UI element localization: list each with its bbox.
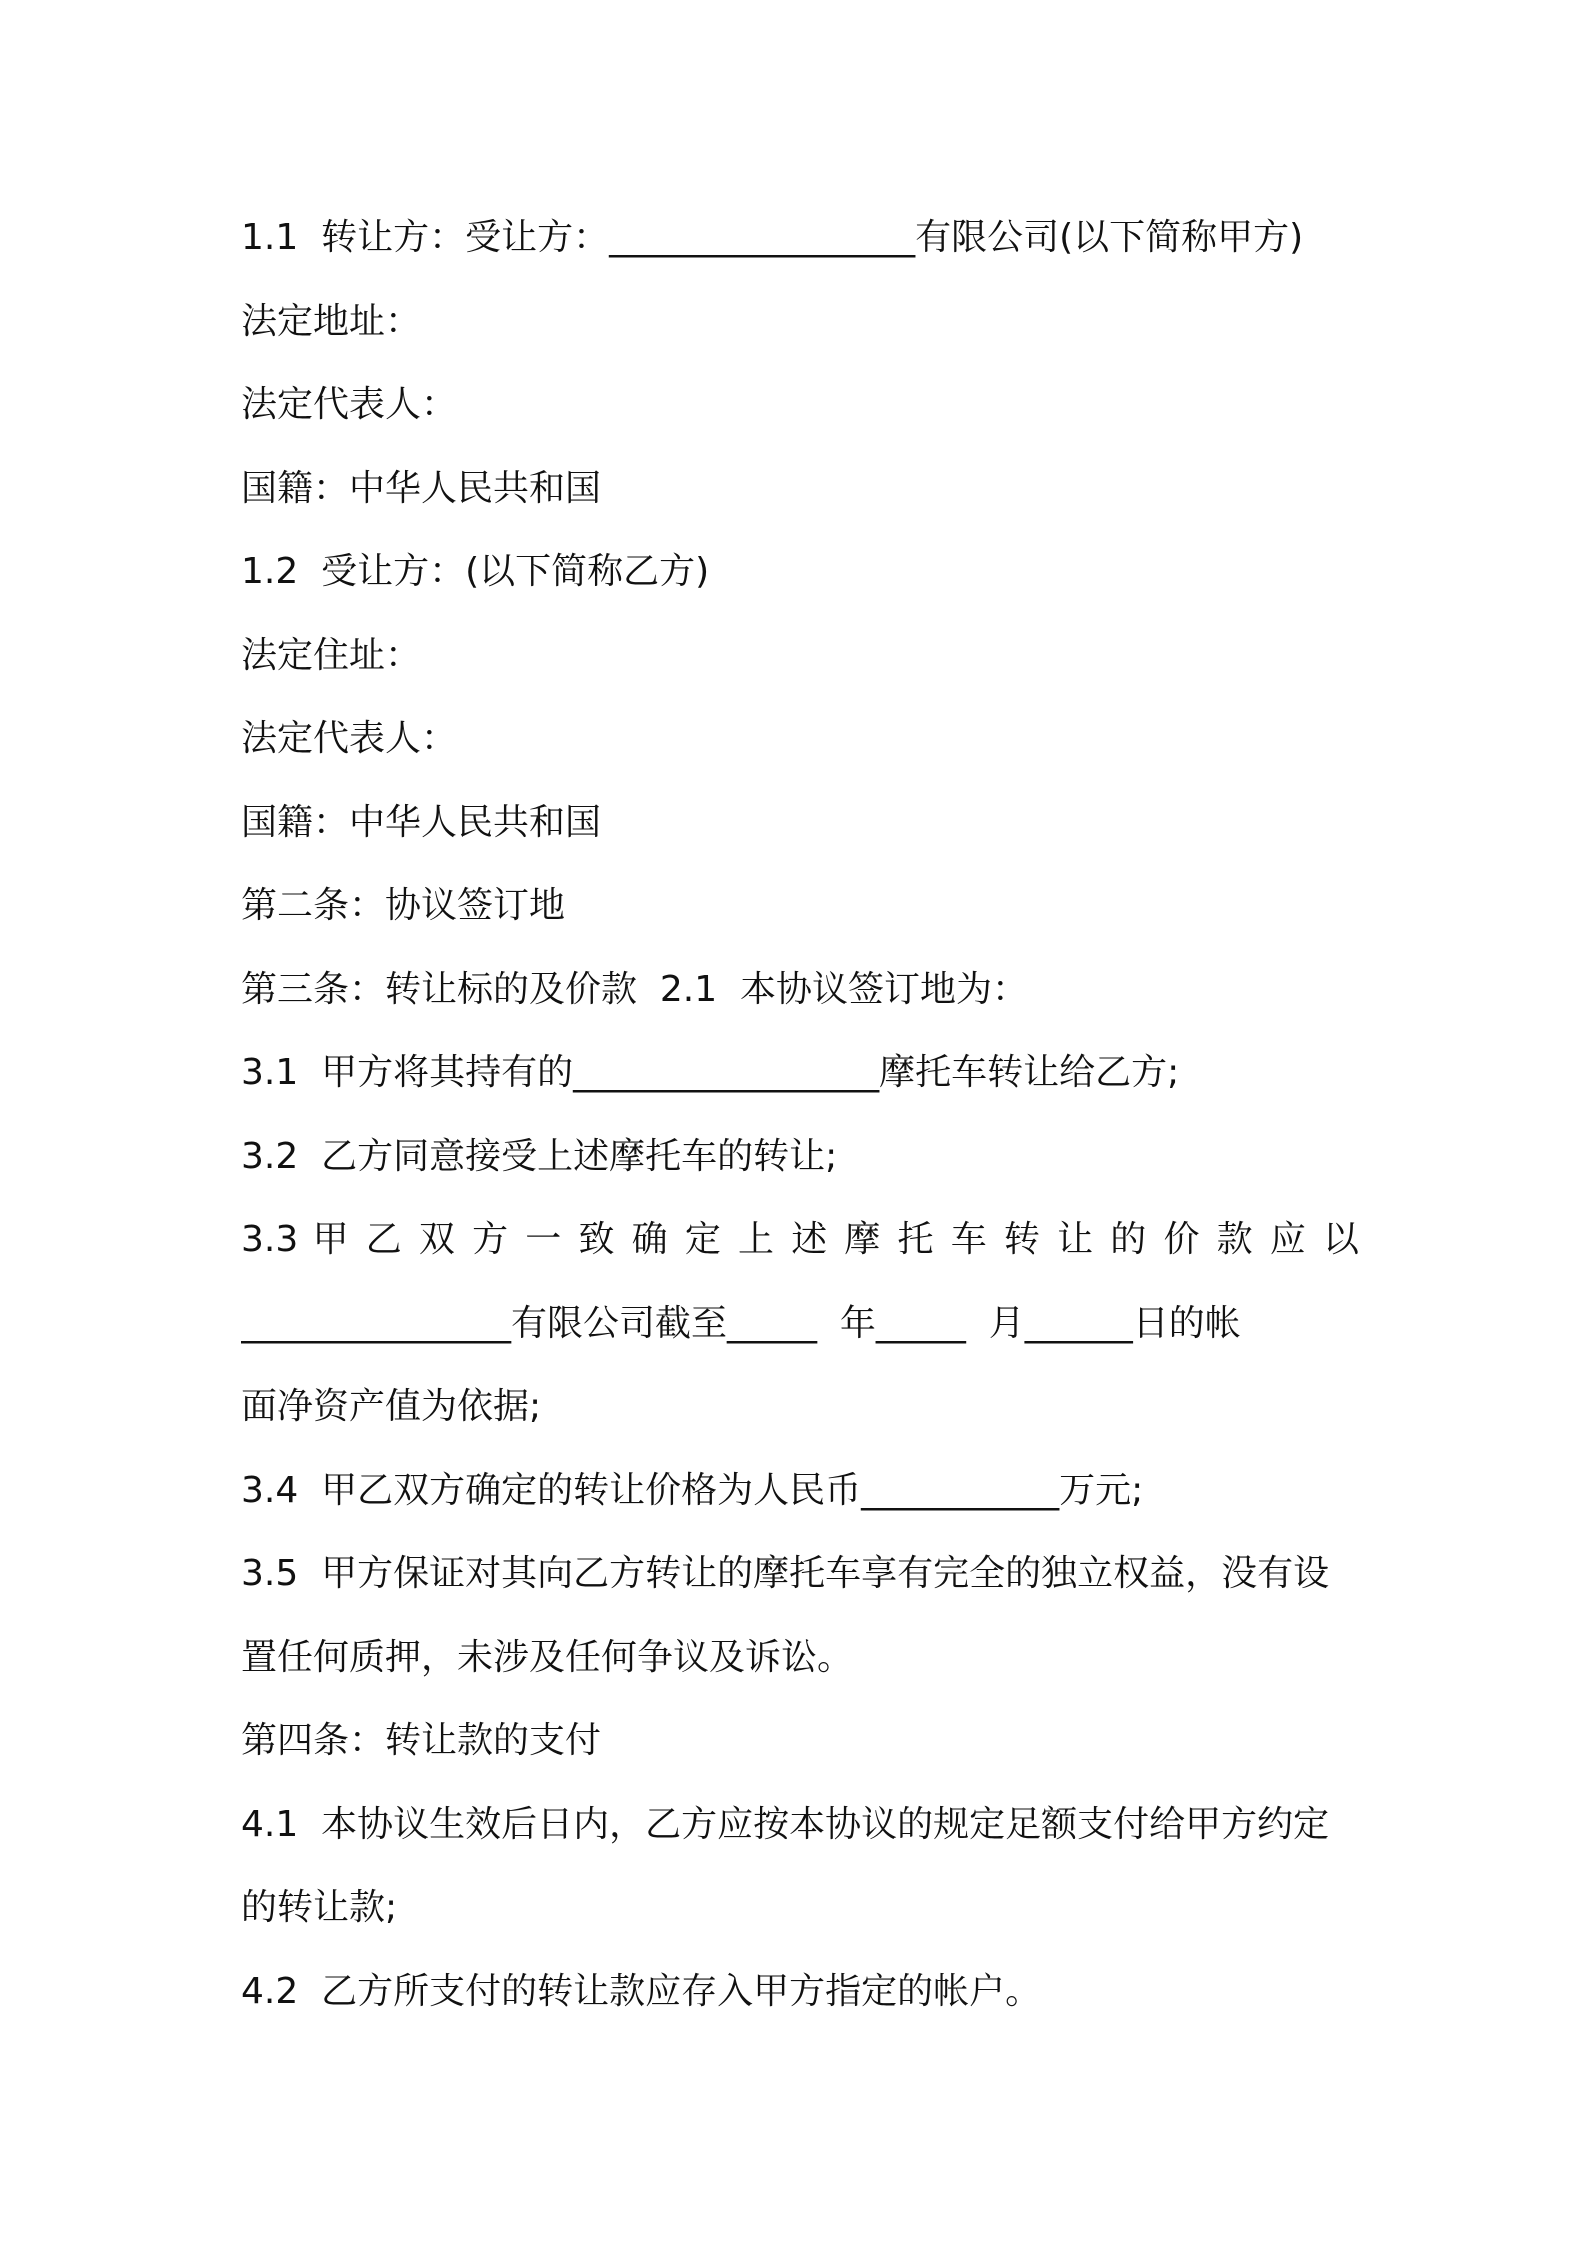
article-4-heading: 第四条：转让款的支付 [241,1720,602,1761]
clause-1-1-transferor-line: 1.1 转让方：受让方：_________________有限公司(以下简称甲方) [241,217,1304,258]
legal-representative-line: 法定代表人： [241,384,458,425]
legal-representative-line-2: 法定代表人： [241,718,458,759]
clause-3-2-line: 3.2 乙方同意接受上述摩托车的转让; [241,1135,838,1177]
article-3-heading: 第三条：转让标的及价款 2.1 本协议签订地为： [241,968,1029,1010]
article-2-heading: 第二条：协议签订地 [241,885,566,926]
document-body [241,196,1359,2033]
clause-4-2-line: 4.2 乙方所支付的转让款应存入甲方指定的帐户。 [241,1970,1042,2012]
clause-3-3-line-2: _______________有限公司截至_____ 年_____ 月______日的帐 [241,1302,1241,1344]
clause-3-4-line: 3.4 甲乙双方确定的转让价格为人民币___________万元; [241,1469,1144,1511]
clause-3-3-line-1: 3.3 甲 乙 双 方 一 致 确 定 上 述 摩 托 车 转 让 的 价 款 应 以 [241,1219,1359,1260]
clause-4-1-line-2: 的转让款; [241,1887,398,1928]
clause-3-5-line-2: 置任何质押，未涉及任何争议及诉讼。 [241,1636,854,1678]
clause-3-1-line: 3.1 甲方将其持有的_________________摩托车转让给乙方; [241,1052,1180,1093]
clause-4-1-line-1: 4.1 本协议生效后日内，乙方应按本协议的规定足额支付给甲方约定 [241,1803,1330,1845]
legal-address-line: 法定地址： [241,300,422,342]
nationality-line-2: 国籍：中华人民共和国 [241,801,602,843]
clause-3-5-line-1: 3.5 甲方保证对其向乙方转让的摩托车享有完全的独立权益，没有设 [241,1553,1330,1594]
legal-residence-line: 法定住址： [241,634,422,676]
clause-1-2-transferee-line: 1.2 受让方：(以下简称乙方) [241,551,710,592]
nationality-line: 国籍：中华人民共和国 [241,467,602,509]
clause-3-3-line-3: 面净资产值为依据; [241,1386,542,1427]
